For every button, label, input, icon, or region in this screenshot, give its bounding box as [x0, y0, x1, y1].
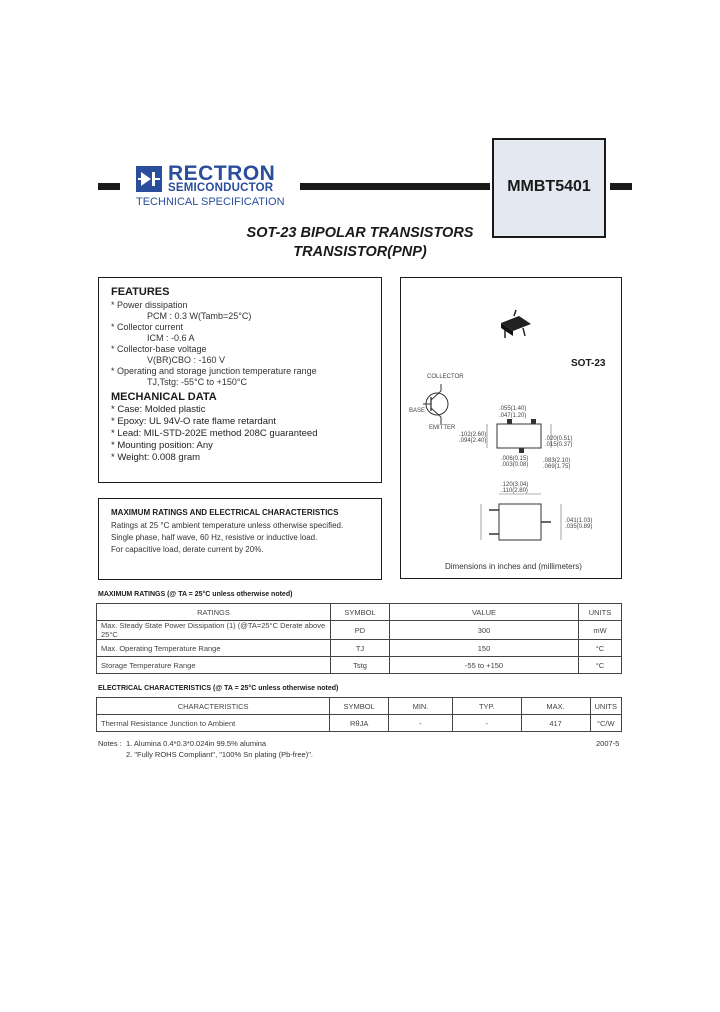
- header-rule-middle: [300, 183, 490, 190]
- table-row: [97, 715, 622, 732]
- table-cell: 300: [390, 621, 579, 640]
- dimension-value: .083(2.10): [543, 458, 571, 464]
- features-heading: FEATURES: [111, 286, 170, 298]
- table-header-cell: RATINGS: [97, 604, 331, 621]
- page-title: SOT-23 BIPOLAR TRANSISTORS: [246, 225, 474, 241]
- table-header-row: [97, 604, 622, 621]
- dimension-value: .094(2.40): [459, 438, 487, 444]
- ratings-note-heading: MAXIMUM RATINGS AND ELECTRICAL CHARACTERISTICS: [111, 508, 339, 517]
- table-cell: -: [452, 715, 521, 732]
- table-cell: PD: [331, 621, 390, 640]
- pin-emitter-label: EMITTER: [429, 425, 456, 431]
- feature-line: TJ,Tstg: -55°C to +150°C: [147, 377, 247, 387]
- feature-line: * Power dissipation: [111, 300, 188, 310]
- table-cell: 150: [390, 640, 579, 657]
- dimension-value: .102(2.60): [459, 432, 487, 438]
- mechanical-line: * Mounting position: Any: [111, 440, 213, 451]
- header-rule-right: [610, 183, 632, 190]
- page-subtitle: TRANSISTOR(PNP): [293, 244, 427, 260]
- dimension-value: .035(0.89): [565, 524, 593, 530]
- feature-line: * Operating and storage junction temperature range: [111, 366, 317, 376]
- table-cell: Max. Operating Temperature Range: [97, 640, 331, 657]
- table-cell: °C: [579, 640, 622, 657]
- ratings-note-box: [98, 498, 382, 580]
- table-header-cell: TYP.: [452, 698, 521, 715]
- dimension-value: .003(0.08): [501, 462, 529, 468]
- table-header-cell: CHARACTERISTICS: [97, 698, 330, 715]
- table-row: [97, 640, 622, 657]
- table-cell: mW: [579, 621, 622, 640]
- feature-line: * Collector-base voltage: [111, 344, 207, 354]
- table-cell: Storage Temperature Range: [97, 657, 331, 674]
- mechanical-line: * Case: Molded plastic: [111, 404, 206, 415]
- electrical-caption: ELECTRICAL CHARACTERISTICS (@ TA = 25°C unless otherwise noted): [98, 685, 339, 692]
- header-rule-left: [98, 183, 120, 190]
- table-cell: TJ: [331, 640, 390, 657]
- ratings-note-line: Ratings at 25 °C ambient temperature unless otherwise specified.: [111, 521, 344, 530]
- table-row: [97, 657, 622, 674]
- dimension-value: .110(2.80): [501, 488, 528, 494]
- note-item: 2. "Fully ROHS Compliant", "100% Sn plating (Pb-free)".: [126, 750, 313, 759]
- mechanical-heading: MECHANICAL DATA: [111, 391, 217, 403]
- table-header-cell: SYMBOL: [331, 604, 390, 621]
- table-cell: Tstg: [331, 657, 390, 674]
- package-label: SOT-23: [571, 358, 606, 369]
- brand-name: RECTRON: [168, 162, 276, 185]
- part-number: MMBT5401: [507, 178, 591, 195]
- table-cell: Max. Steady State Power Dissipation (1) (@TA=25°C Derate above 25°C: [97, 621, 331, 640]
- package-drawing-box: [400, 277, 622, 579]
- table-header-cell: UNITS: [579, 604, 622, 621]
- rectron-logo-icon: [136, 166, 162, 192]
- feature-line: * Collector current: [111, 322, 184, 332]
- dimension-value: .069(1.75): [543, 464, 571, 470]
- table-row: [97, 621, 622, 640]
- table-header-cell: UNITS: [590, 698, 622, 715]
- dimensions-note: Dimensions in inches and (millimeters): [445, 562, 582, 571]
- feature-line: V(BR)CBO : -160 V: [147, 355, 226, 365]
- mechanical-line: * Weight: 0.008 gram: [111, 452, 201, 463]
- mechanical-line: * Lead: MIL-STD-202E method 208C guaranteed: [111, 428, 318, 439]
- features-box: [98, 277, 382, 483]
- table-cell: -55 to +150: [390, 657, 579, 674]
- ratings-note-line: For capacitive load, derate current by 20%.: [111, 545, 264, 554]
- table-header-cell: MAX.: [521, 698, 590, 715]
- max-ratings-caption: MAXIMUM RATINGS (@ TA = 25°C unless otherwise noted): [98, 591, 293, 598]
- feature-line: ICM : -0.6 A: [147, 333, 195, 343]
- table-cell: °C: [579, 657, 622, 674]
- dimension-value: .015(0.37): [545, 442, 573, 448]
- table-cell: °C/W: [590, 715, 622, 732]
- part-number-box: [492, 138, 606, 238]
- notes-date: 2007-5: [596, 739, 620, 748]
- note-item: 1. Alumina 0.4*0.3*0.024in 99.5% alumina: [126, 739, 267, 748]
- table-header-cell: SYMBOL: [330, 698, 389, 715]
- table-cell: 417: [521, 715, 590, 732]
- dimension-value: .020(0.51): [545, 436, 573, 442]
- max-ratings-table: [96, 603, 622, 674]
- notes-label: Notes :: [98, 739, 122, 748]
- pin-base-label: BASE: [409, 408, 426, 414]
- dimension-value: .120(3.04): [501, 482, 529, 488]
- dimension-value: .047(1.20): [499, 413, 527, 419]
- table-cell: -: [389, 715, 453, 732]
- dimension-value: .041(1.03): [565, 518, 593, 524]
- brand-tagline: TECHNICAL SPECIFICATION: [136, 196, 285, 208]
- brand-subtitle: SEMICONDUCTOR: [168, 182, 274, 194]
- table-cell: RθJA: [330, 715, 389, 732]
- feature-line: PCM : 0.3 W(Tamb=25°C): [147, 311, 252, 321]
- dimension-value: .006(0.15): [501, 456, 529, 462]
- pin-collector-label: COLLECTOR: [427, 374, 464, 380]
- ratings-note-line: Single phase, half wave, 60 Hz, resistive or inductive load.: [111, 533, 318, 542]
- table-header-cell: VALUE: [390, 604, 579, 621]
- dimension-value: .055(1.40): [499, 406, 527, 412]
- table-cell: Thermal Resistance Junction to Ambient: [97, 715, 330, 732]
- electrical-table: [96, 697, 622, 732]
- mechanical-line: * Epoxy: UL 94V-O rate flame retardant: [111, 416, 276, 427]
- table-header-cell: MIN.: [389, 698, 453, 715]
- table-header-row: [97, 698, 622, 715]
